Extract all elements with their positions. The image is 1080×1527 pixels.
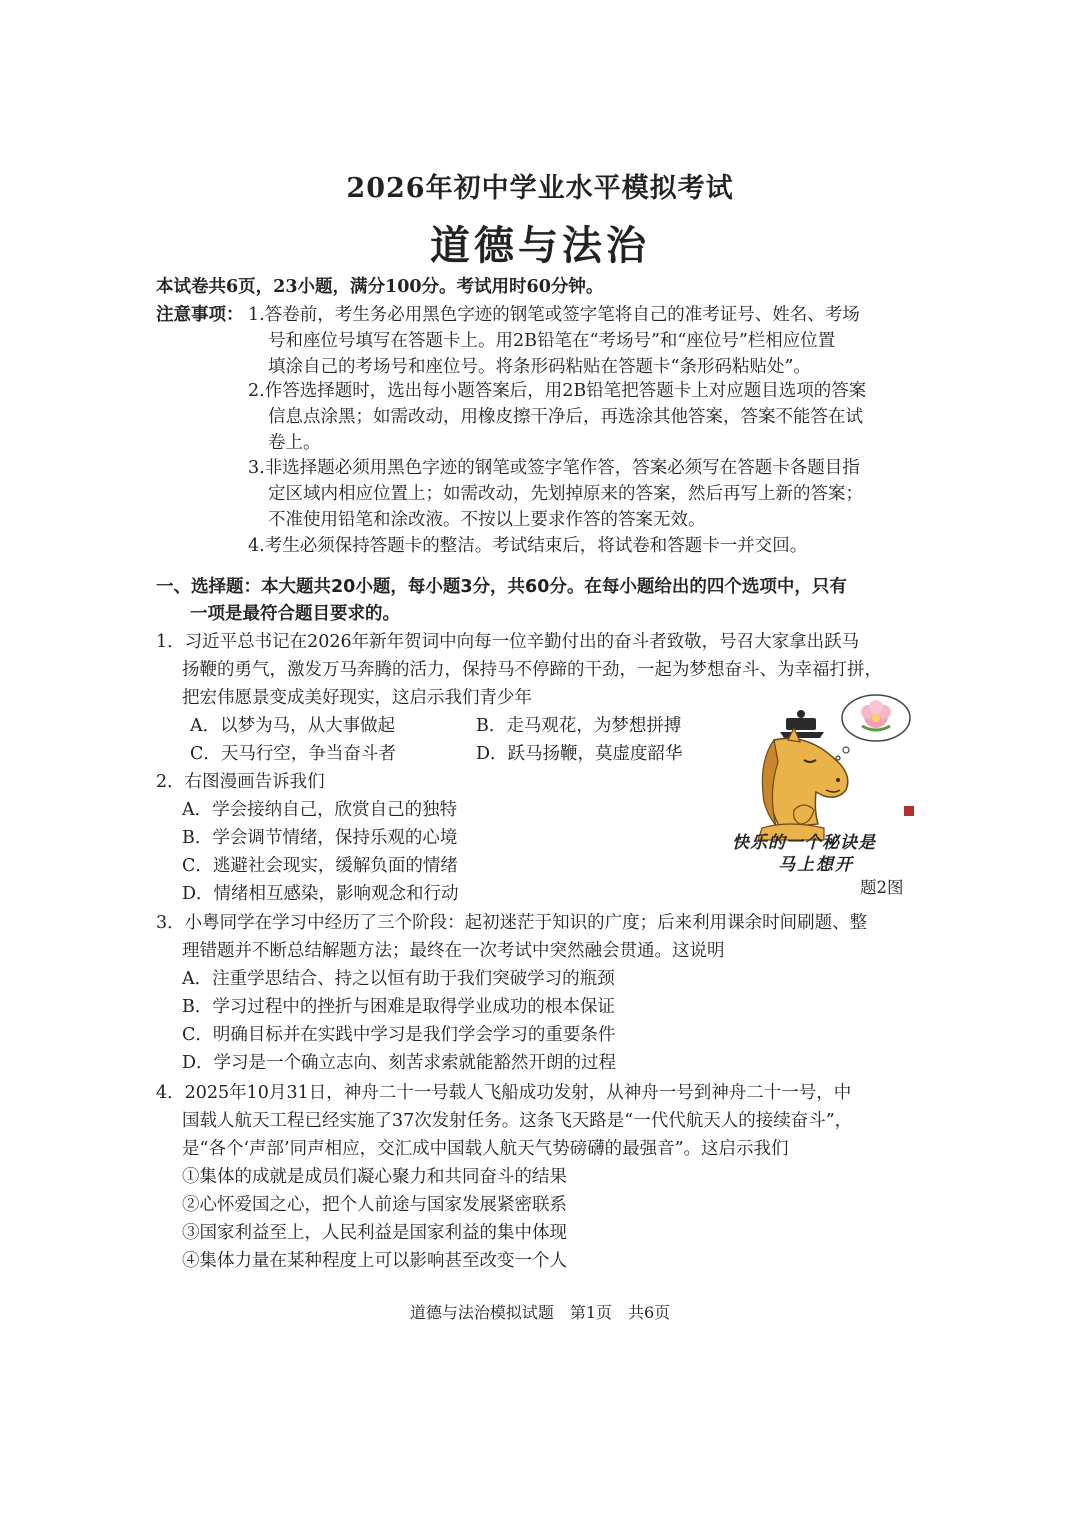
notice-3-line-3: 不准使用铅笔和涂改液。不按以上要求作答的答案无效。 <box>268 510 706 530</box>
figure-label: 题2图 <box>860 878 904 897</box>
q4-stem-line-2: 国载人航天工程已经实施了37次发射任务。这条飞天路是“一代代航天人的接续奋斗”， <box>182 1111 853 1131</box>
notice-4-line-1: 4.考生必须保持答题卡的整洁。考试结束后，将试卷和答题卡一并交回。 <box>248 536 808 556</box>
q1-option-a: A．以梦为马，从大事做起 <box>190 716 396 736</box>
exam-info: 本试卷共6页，23小题，满分100分。考试用时60分钟。 <box>156 277 604 297</box>
q1-option-b: B．走马观花，为梦想拼搏 <box>476 716 682 736</box>
section-heading-line-2: 一项是最符合题目要求的。 <box>190 604 400 624</box>
q1-stem-line-1: 1．习近平总书记在2026年新年贺词中向每一位辛勤付出的奋斗者致敬，号召大家拿出跃马 <box>156 632 860 652</box>
q3-stem-line-1: 3．小粤同学在学习中经历了三个阶段：起初迷茫于知识的广度；后来利用课余时间刷题、整 <box>156 913 868 933</box>
q4-item-3: ③国家利益至上，人民利益是国家利益的集中体现 <box>182 1223 567 1243</box>
q3-option-b: B．学习过程中的挫折与困难是取得学业成功的根本保证 <box>182 997 615 1017</box>
q3-option-c: C．明确目标并在实践中学习是我们学会学习的重要条件 <box>182 1025 616 1045</box>
comic-caption-line-1: 快乐的一个秘诀是 <box>732 833 876 853</box>
q1-option-d: D．跃马扬鞭，莫虚度韶华 <box>476 744 683 764</box>
notice-2-line-2: 信息点涂黑；如需改动，用橡皮擦干净后，再选涂其他答案，答案不能答在试 <box>268 407 863 427</box>
q3-option-d: D．学习是一个确立志向、刻苦求索就能豁然开朗的过程 <box>182 1053 617 1073</box>
comic-caption-line-2: 马上想开 <box>778 855 854 875</box>
q3-stem-line-2: 理错题并不断总结解题方法；最终在一次考试中突然融会贯通。这说明 <box>182 941 725 961</box>
notice-3-line-1: 3.非选择题必须用黑色字迹的钢笔或签字笔作答，答案必须写在答题卡各题目指 <box>248 458 860 478</box>
subject-title: 道德与法治 <box>430 222 650 269</box>
q1-stem-line-3: 把宏伟愿景变成美好现实，这启示我们青少年 <box>182 688 532 708</box>
q4-item-1: ①集体的成就是成员们凝心聚力和共同奋斗的结果 <box>182 1167 567 1187</box>
notice-1-line-1: 1.答卷前，考生务必用黑色字迹的钢笔或签字笔将自己的准考证号、姓名、考场 <box>248 305 860 325</box>
notice-2-line-1: 2.作答选择题时，选出每小题答案后，用2B铅笔把答题卡上对应题目选项的答案 <box>248 381 867 401</box>
page-footer: 道德与法治模拟试题 第1页 共6页 <box>409 1303 671 1322</box>
section-heading-line-1: 一、选择题：本大题共20小题，每小题3分，共60分。在每小题给出的四个选项中，只有 <box>156 577 847 597</box>
q2-option-a: A．学会接纳自己，欣赏自己的独特 <box>182 800 458 820</box>
q1-stem-line-2: 扬鞭的勇气，激发万马奔腾的活力，保持马不停蹄的干劲，一起为梦想奋斗、为幸福打拼， <box>182 660 882 680</box>
q2-option-d: D．情绪相互感染，影响观念和行动 <box>182 884 459 904</box>
q4-stem-line-3: 是“各个‘声部’同声相应，交汇成中国载人航天气势磅礴的最强音”。这启示我们 <box>182 1139 789 1159</box>
q3-option-a: A．注重学思结合、持之以恒有助于我们突破学习的瓶颈 <box>182 969 615 989</box>
q2-option-c: C．逃避社会现实，缓解负面的情绪 <box>182 856 458 876</box>
q1-option-c: C．天马行空，争当奋斗者 <box>190 744 396 764</box>
q4-stem-line-1: 4．2025年10月31日，神舟二十一号载人飞船成功发射，从神舟一号到神舟二十一号，中 <box>156 1083 852 1103</box>
horse-comic-figure <box>728 692 928 902</box>
q2-stem: 2．右图漫画告诉我们 <box>156 772 325 792</box>
q2-option-b: B．学会调节情绪，保持乐观的心境 <box>182 828 458 848</box>
q4-item-2: ②心怀爱国之心，把个人前途与国家发展紧密联系 <box>182 1195 567 1215</box>
notice-1-line-2: 号和座位号填写在答题卡上。用2B铅笔在“考场号”和“座位号”栏相应位置 <box>268 331 836 351</box>
notice-label: 注意事项： <box>156 305 244 325</box>
notice-1-line-3: 填涂自己的考场号和座位号。将条形码粘贴在答题卡“条形码粘贴处”。 <box>268 357 811 377</box>
notice-2-line-3: 卷上。 <box>268 433 321 453</box>
exam-title: 2026年初中学业水平模拟考试 <box>346 173 734 204</box>
q4-item-4: ④集体力量在某种程度上可以影响甚至改变一个人 <box>182 1251 567 1271</box>
notice-3-line-2: 定区域内相应位置上；如需改动，先划掉原来的答案，然后再写上新的答案； <box>268 484 863 504</box>
seal-stamp <box>904 806 914 816</box>
